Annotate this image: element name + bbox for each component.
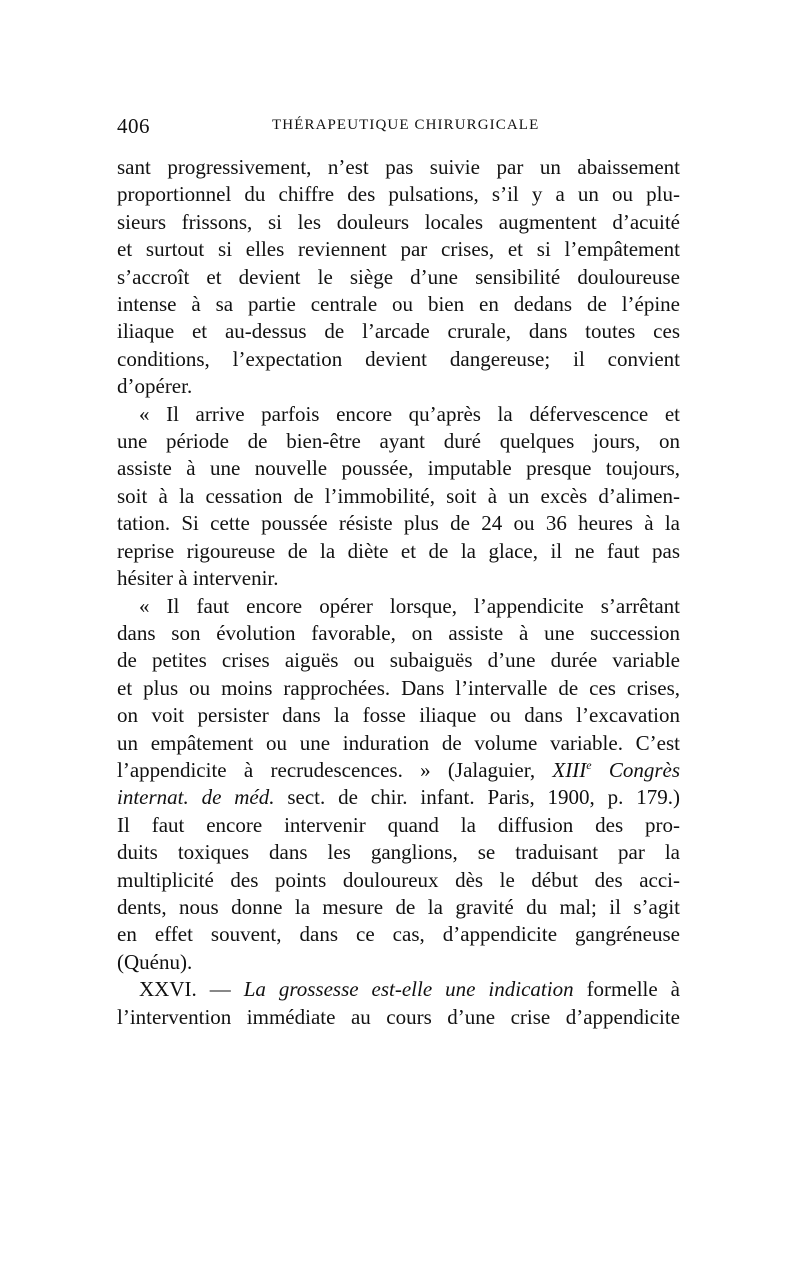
page-number: 406	[117, 114, 150, 138]
text-line: Il faut encore intervenir quand la diffusion des pro-	[117, 812, 680, 837]
citation-line	[117, 757, 680, 784]
text-line: et surtout si elles reviennent par crises, et si l’empâtement	[117, 237, 680, 262]
text-line: multiplicité des points douloureux dès le début des acci-	[117, 867, 680, 892]
citation-text: l’appendicite à recrudescences. » (Jalaguier,	[117, 757, 553, 782]
text-line: l’intervention immédiate au cours d’une crise d’appendicite	[117, 1004, 680, 1029]
text-line: reprise rigoureuse de la diète et de la glace, il ne faut pas	[117, 538, 680, 563]
text-line: hésiter à intervenir.	[117, 566, 279, 591]
citation-line	[117, 784, 680, 811]
text-line: on voit persister dans la fosse iliaque ou dans l’excavation	[117, 703, 680, 728]
text-line: conditions, l’expectation devient dangereuse; il convient	[117, 346, 680, 371]
text-line: une période de bien-être ayant duré quelques jours, on	[117, 429, 680, 454]
text-line: soit à la cessation de l’immobilité, soit à un excès d’alimen-	[117, 483, 680, 508]
text-line: d’opérer.	[117, 374, 193, 399]
text-line: « Il arrive parfois encore qu’après la défervescence et	[139, 401, 680, 426]
text-line: proportionnel du chiffre des pulsations, s’il y a un ou plu-	[117, 182, 680, 207]
section-text: formelle à	[573, 977, 680, 1002]
text-line: en effet souvent, dans ce cas, d’appendicite gangréneuse	[117, 922, 680, 947]
section-heading-line	[117, 976, 680, 1003]
text-line: « Il faut encore opérer lorsque, l’appendicite s’arrêtant	[139, 593, 680, 618]
text-line: duits toxiques dans les ganglions, se traduisant par la	[117, 840, 680, 865]
text-line: intense à sa partie centrale ou bien en dedans de l’épine	[117, 292, 680, 317]
text-line: dents, nous donne la mesure de la gravité du mal; il s’agit	[117, 894, 680, 919]
text-line: assiste à une nouvelle poussée, imputable presque toujours,	[117, 456, 680, 481]
running-title: THÉRAPEUTIQUE CHIRURGICALE	[272, 117, 540, 133]
text-line: un empâtement ou une induration de volume variable. C’est	[117, 730, 680, 755]
text-line: (Quénu).	[117, 949, 193, 974]
journal-name: internat. de méd.	[117, 785, 275, 810]
text-line: s’accroît et devient le siège d’une sensibilité douloureuse	[117, 264, 680, 289]
text-line: dans son évolution favorable, on assiste à une succession	[117, 620, 680, 645]
congress-name: Congrès	[591, 757, 680, 782]
body-text	[117, 154, 680, 1031]
text-line: iliaque et au-dessus de l’arcade crurale, dans toutes ces	[117, 319, 680, 344]
congress-number: XIII	[552, 757, 587, 782]
running-head	[117, 114, 680, 138]
section-question: La grossesse est-elle une indication	[243, 977, 574, 1002]
text-line: de petites crises aiguës ou subaiguës d’une durée variable	[117, 648, 680, 673]
citation-details: sect. de chir. infant. Paris, 1900, p. 179.)	[274, 785, 681, 810]
text-line: sant progressivement, n’est pas suivie par un abaissement	[117, 155, 680, 179]
text-line: et plus ou moins rapprochées. Dans l’intervalle de ces crises,	[117, 675, 680, 700]
section-number: XXVI. —	[139, 977, 244, 1002]
text-line: sieurs frissons, si les douleurs locales augmentent d’acuité	[117, 209, 680, 234]
congress-superscript: e	[586, 757, 592, 772]
text-line: tation. Si cette poussée résiste plus de 24 ou 36 heures à la	[117, 511, 680, 536]
